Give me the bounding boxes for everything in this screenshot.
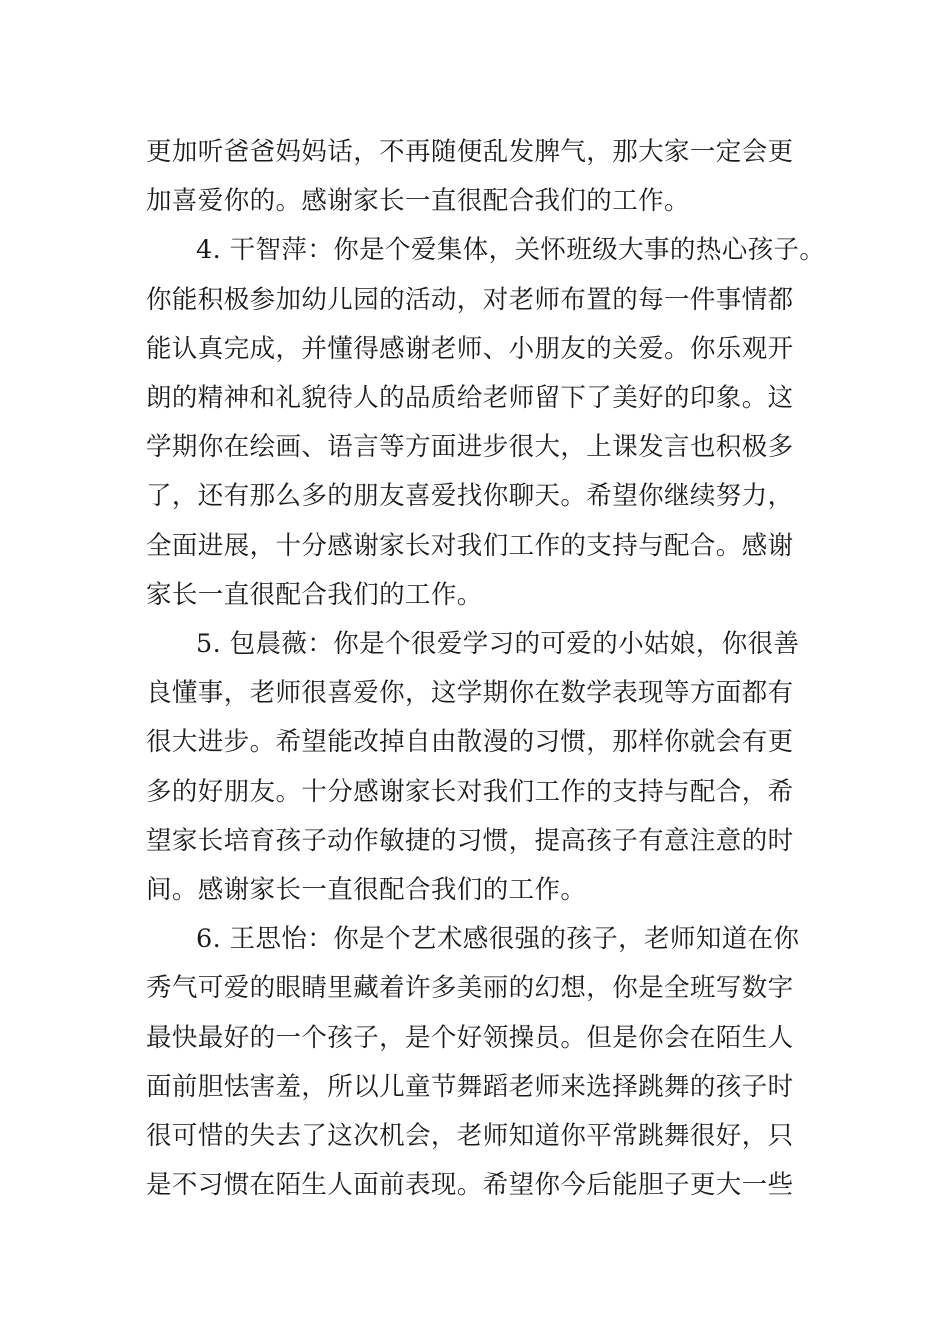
text-line: 秀气可爱的眼睛里藏着许多美丽的幻想，你是全班写数字 xyxy=(146,973,794,1004)
text-line: 你能积极参加幼儿园的活动，对老师布置的每一件事情都 xyxy=(146,284,794,315)
text-line: 面前胆怯害羞，所以儿童节舞蹈老师来选择跳舞的孩子时 xyxy=(146,1071,794,1102)
text-line: 全面进展，十分感谢家长对我们工作的支持与配合。感谢 xyxy=(146,530,794,561)
text-line: 很可惜的失去了这次机会，老师知道你平常跳舞很好，只 xyxy=(146,1121,794,1152)
paragraph-item-6 xyxy=(146,915,816,1210)
paragraph-item-4 xyxy=(146,226,826,620)
text-line: 更加听爸爸妈妈话，不再随便乱发脾气，那大家一定会更 xyxy=(146,137,794,167)
text-line: 很大进步。希望能改掉自由散漫的习惯，那样你就会有更 xyxy=(146,727,794,758)
text-line: 望家长培育孩子动作敏捷的习惯，提高孩子有意注意的时 xyxy=(146,825,794,856)
text-line: 最快最好的一个孩子，是个好领操员。但是你会在陌生人 xyxy=(146,1022,794,1053)
text-line: 多的好朋友。十分感谢家长对我们工作的支持与配合，希 xyxy=(146,776,794,807)
text-line: 能认真完成，并懂得感谢老师、小朋友的关爱。你乐观开 xyxy=(146,333,794,364)
text-line-first: 4. 干智萍：你是个爱集体，关怀班级大事的热心孩子。 xyxy=(196,235,826,266)
paragraph-continuation xyxy=(146,128,816,226)
text-line-first: 6. 王思怡：你是个艺术感很强的孩子，老师知道在你 xyxy=(196,924,800,955)
text-line: 家长一直很配合我们的工作。 xyxy=(146,579,483,610)
text-line: 良懂事，老师很喜爱你，这学期你在数学表现等方面都有 xyxy=(146,678,794,709)
text-line: 是不习惯在陌生人面前表现。希望你今后能胆子更大一些 xyxy=(146,1170,794,1201)
text-line: 朗的精神和礼貌待人的品质给老师留下了美好的印象。这 xyxy=(146,383,794,414)
text-line-first: 5. 包晨薇：你是个很爱学习的可爱的小姑娘，你很善 xyxy=(196,629,800,660)
document-body xyxy=(146,128,826,1210)
paragraph-item-5 xyxy=(146,620,816,915)
text-line: 学期你在绘画、语言等方面进步很大，上课发言也积极多 xyxy=(146,432,794,463)
text-line: 间。感谢家长一直很配合我们的工作。 xyxy=(146,875,587,906)
text-line: 了，还有那么多的朋友喜爱找你聊天。希望你继续努力， xyxy=(146,481,794,512)
text-line: 加喜爱你的。感谢家长一直很配合我们的工作。 xyxy=(146,186,690,217)
